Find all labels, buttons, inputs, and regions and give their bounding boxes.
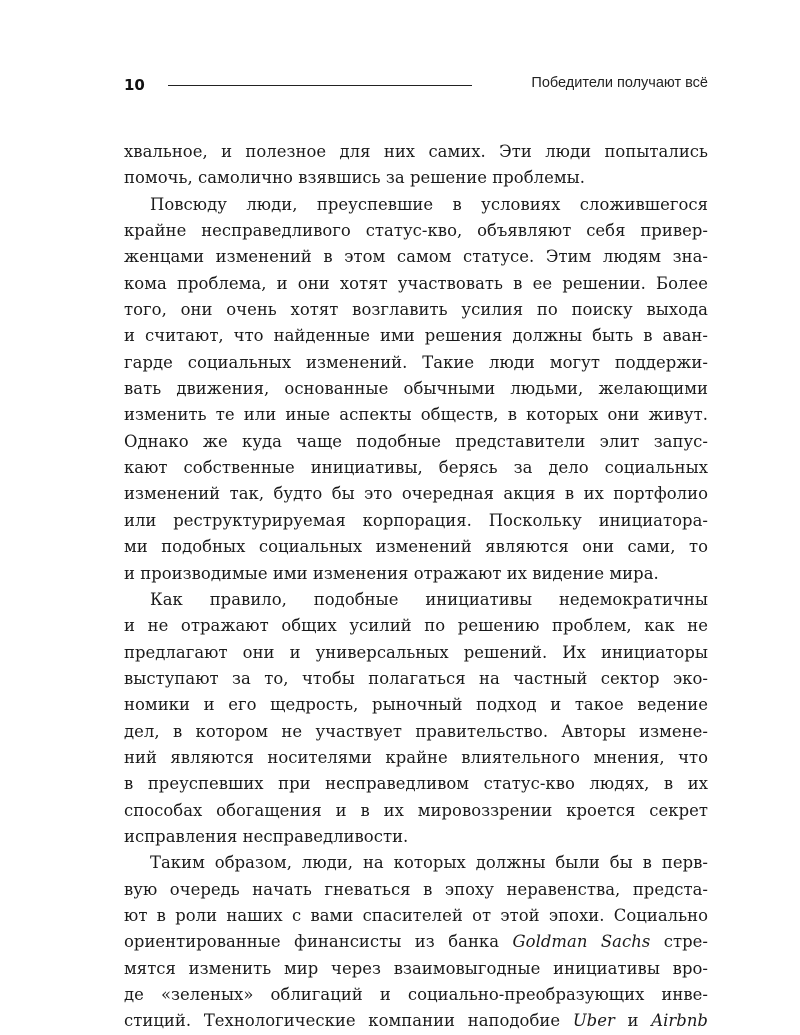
text-line: ний являются носителями крайне влиятельного мнения, что [124,747,708,767]
text-segment: и [614,1011,652,1031]
text-line: ми подобных социальных изменений являются они сами, то [124,537,708,557]
text-line: кома проблема, и они хотят участвовать в ее решении. Более [124,273,708,293]
text-line: Повсюду люди, преуспевшие в условиях сложившегося [150,194,708,214]
header-rule [168,85,472,86]
text-line: номики и его щедрость, рыночный подход и такое ведение [124,695,708,715]
text-line: того, они очень хотят возглавить усилия по поиску выхода [124,300,708,320]
text-line: способах обогащения и в их мировоззрении кроется секрет [124,800,708,820]
text-line: вую очередь начать гневаться в эпоху неравенства, предста- [124,879,708,899]
text-segment: стиций. Технологические компании наподобие [124,1011,573,1031]
text-line: и считают, что найденные ими решения должны быть в аван- [124,326,708,346]
text-line [124,929,708,955]
text-line: и производимые ими изменения отражают их видение мира. [124,563,659,583]
text-line: Как правило, подобные инициативы недемократичны [150,589,708,609]
brand-name: Airbnb [651,1011,708,1031]
text-line: изменений так, будто бы это очередная акция в их портфолио [124,484,708,504]
running-title: Победители получают всё [531,75,708,91]
brand-name: Goldman Sachs [512,932,651,952]
text-line: предлагают они и универсальных решений. Их инициаторы [124,642,708,662]
text-line: де «зеленых» облигаций и социально-преобразующих инве- [124,985,708,1004]
brand-name: Uber [572,1011,615,1031]
text-line: дел, в котором не участвует правительство. Авторы измене- [124,721,708,741]
text-segment: стре- [650,932,708,952]
text-segment: ориентированные финансисты из банка [124,932,513,952]
page-header [124,72,708,96]
text-line: гарде социальных изменений. Такие люди могут поддержи- [124,352,708,372]
page-number: 10 [124,76,145,94]
text-line: кают собственные инициативы, берясь за дело социальных [124,458,708,478]
text-line: крайне несправедливого статус-кво, объявляют себя привер- [124,221,708,241]
text-line: Таким образом, люди, на которых должны были бы в перв- [150,853,708,873]
text-line: вать движения, основанные обычными людьми, желающими [124,379,708,399]
text-line: хвальное, и полезное для них самих. Эти люди попытались [124,142,708,161]
text-line: Однако же куда чаще подобные представители элит запус- [124,431,708,451]
text-line: женцами изменений в этом самом статусе. Этим людям зна- [124,247,708,267]
text-line: и не отражают общих усилий по решению проблем, как не [124,616,708,636]
text-line: исправления несправедливости. [124,826,409,846]
text-line: мятся изменить мир через взаимовыгодные инициативы вро- [124,958,708,978]
text-line: или реструктурируемая корпорация. Поскольку инициатора- [124,510,708,530]
text-line: ют в роли наших с вами спасителей от этой эпохи. Социально [124,905,708,925]
text-line [124,1008,708,1034]
body-text [124,139,708,1035]
text-line: выступают за то, чтобы полагаться на частный сектор эко- [124,668,708,688]
text-line: помочь, самолично взявшись за решение проблемы. [124,168,585,188]
text-line: изменить те или иные аспекты обществ, в которых они живут. [124,405,708,425]
text-line: в преуспевших при несправедливом статус-кво людях, в их [124,774,708,794]
